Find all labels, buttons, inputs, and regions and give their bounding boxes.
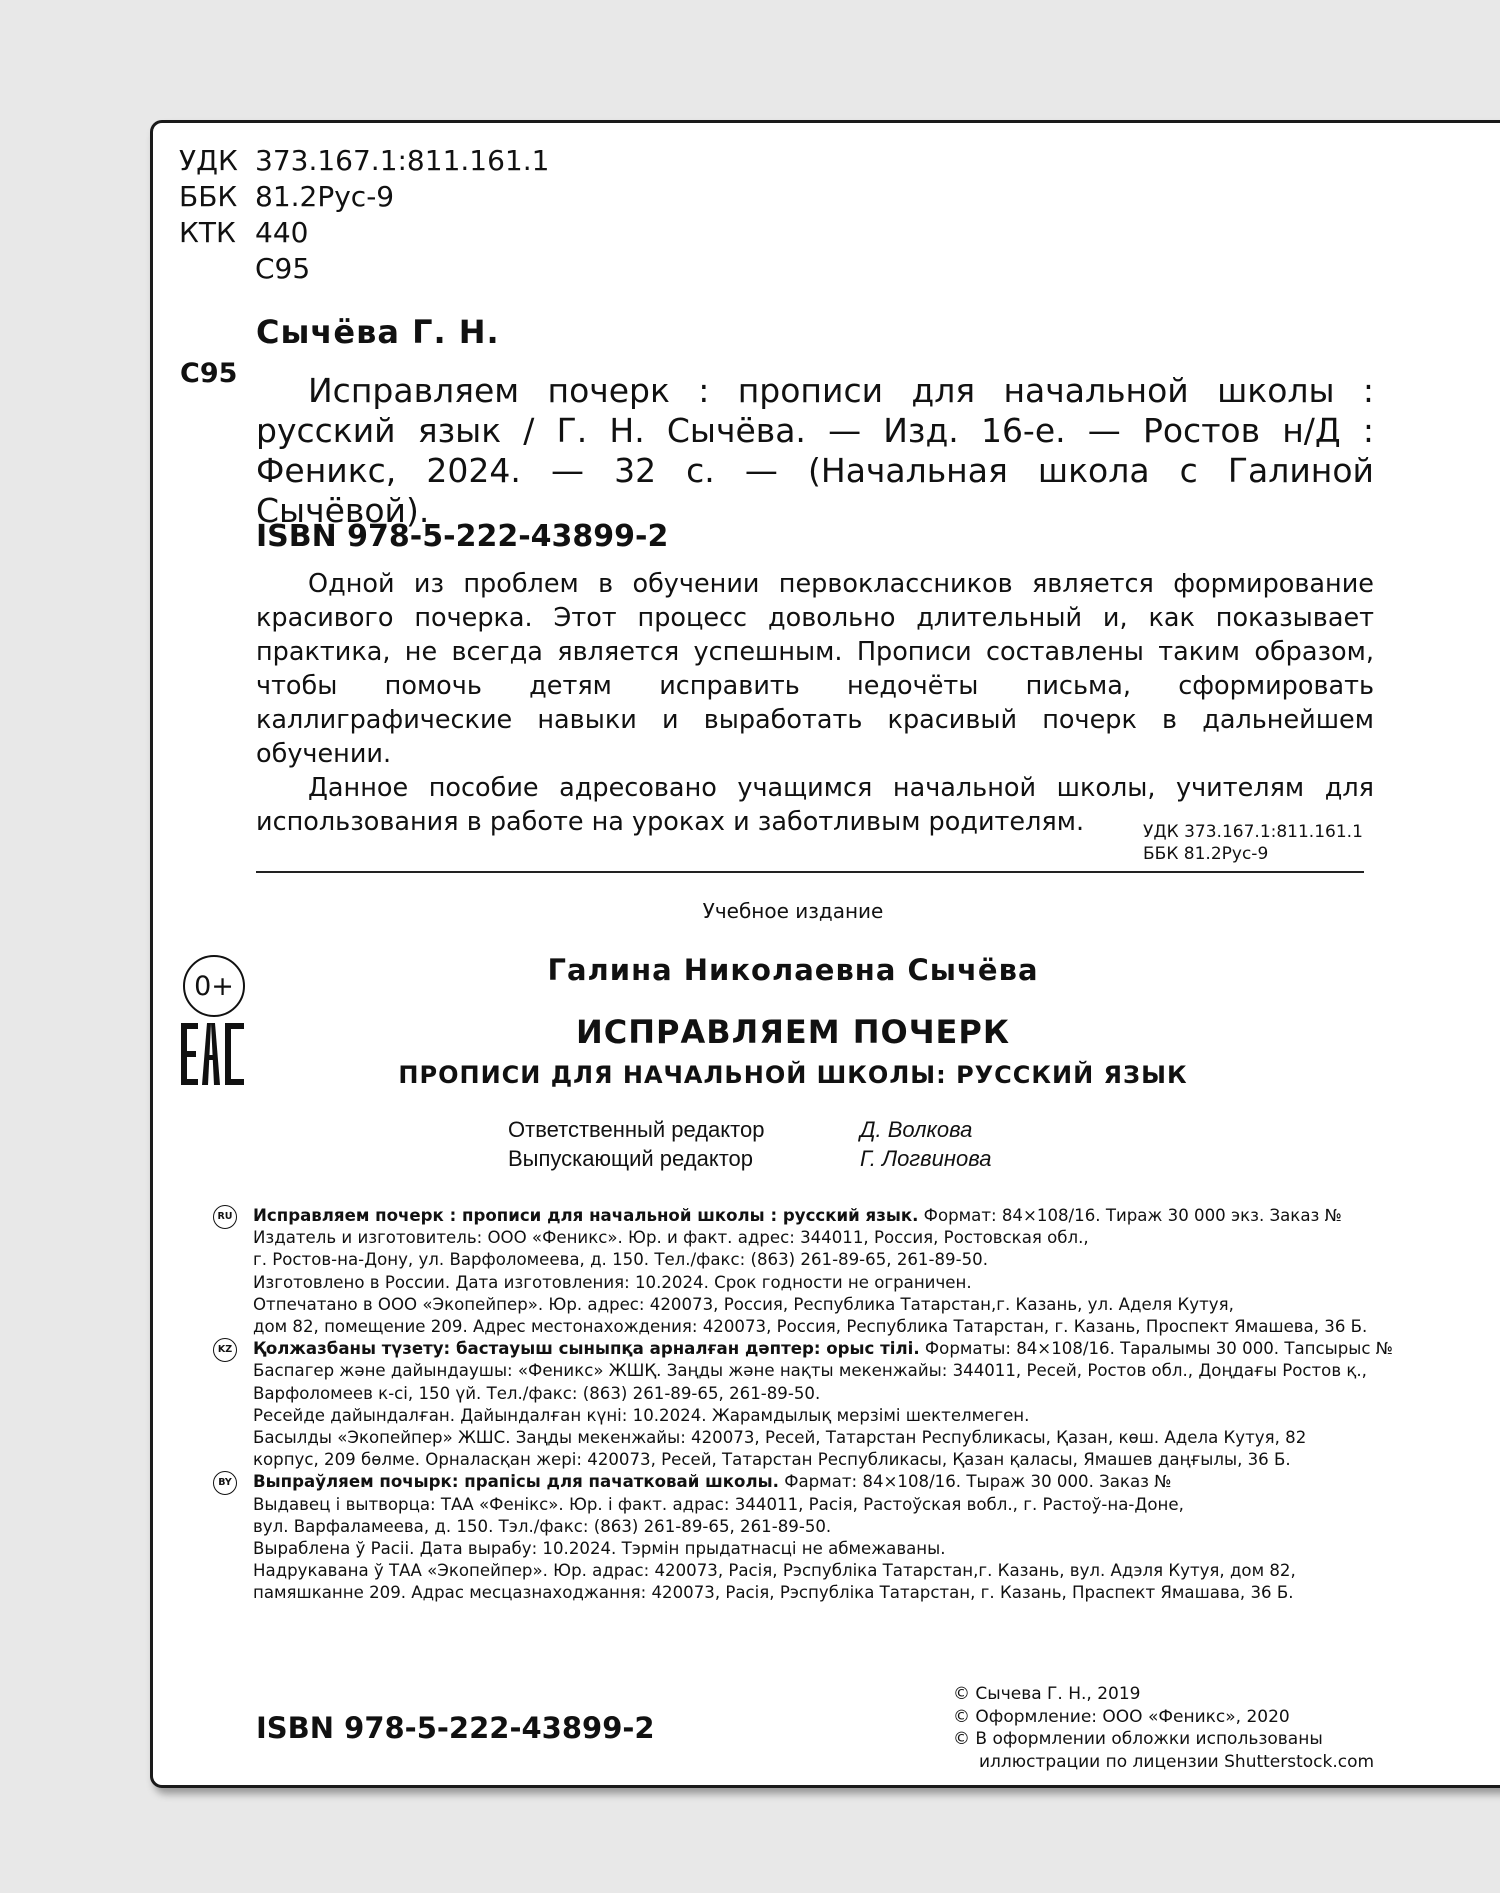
credit-row (508, 1115, 991, 1144)
isbn-top: ISBN 978-5-222-43899-2 (256, 519, 669, 554)
small-classification-codes (1143, 821, 1363, 865)
author-sign-bold: С95 (180, 358, 238, 389)
copyright-line: © Сычева Г. Н., 2019 (953, 1684, 1141, 1704)
imprint-section (213, 1205, 1413, 1605)
imprint-line: Басылды «Экопейпер» ЖШС. Заңды мекенжайы: 420073, Ресей, Татарстан Республикасы, Қазан, көш. Адела Кутуя, 82 (253, 1428, 1307, 1448)
imprint-line: Варфоломеев к-сі, 150 үй. Тел./факс: (863) 261-89-65, 261-89-50. (253, 1383, 821, 1403)
imprint-kz-title: Қолжазбаны түзету: бастауыш сыныпқа арналған дәптер: орыс тілі. (253, 1339, 920, 1359)
imprint-line: Выраблена ў Расіі. Дата вырабу: 10.2024. Тэрмін прыдатнасці не абмежаваны. (253, 1539, 946, 1559)
udk-value: 373.167.1:811.161.1 (255, 144, 550, 177)
ktk-label: КТК (179, 216, 236, 249)
bbk-value: 81.2Рус-9 (255, 180, 395, 213)
classification-codes (179, 143, 549, 287)
imprint-line: г. Ростов-на-Дону, ул. Варфоломеева, д. 150. Тел./факс: (863) 261-89-65, 261-89-50. (253, 1250, 988, 1270)
credit-role: Ответственный редактор (508, 1117, 765, 1142)
imprint-kz-format: Форматы: 84×108/16. Таралымы 30 000. Тапсырыс № (919, 1339, 1394, 1359)
credit-person: Г. Логвинова (860, 1146, 992, 1171)
age-rating-badge: 0+ (183, 955, 245, 1017)
author-full-name: Галина Николаевна Сычёва (547, 953, 1039, 987)
by-badge-icon: BY (213, 1471, 237, 1495)
bibliographic-entry: Исправляем почерк : прописи для начальной школы : русский язык / Г. Н. Сычёва. — Изд. 16-е. — Ростов н/Д : Феникс, 2024. — 32 с. — (Начальная школа с Галиной Сычёвой). (256, 371, 1374, 530)
imprint-by-title: Выпраўляем почырк: прапісы для пачатковай школы. (253, 1472, 779, 1492)
imprint-line: дом 82, помещение 209. Адрес местонахождения: 420073, Россия, Республика Татарстан, г. Казань, Проспект Ямашева, 36 Б. (253, 1317, 1368, 1337)
imprint-by-lead (253, 1471, 1413, 1493)
udk-label: УДК (179, 144, 238, 177)
imprint-line: корпус, 209 бөлме. Орналасқан жері: 420073, Ресей, Татарстан Республикасы, Қазан қаласы, Ямашев даңғылы, 36 Б. (253, 1450, 1291, 1470)
editor-credits (508, 1115, 991, 1173)
imprint-ru-lead (253, 1205, 1413, 1227)
annotation-paragraph-1: Одной из проблем в обучении первоклассников является формирование красивого почерка. Этот процесс довольно длительный и, как показывает практика, не всегда является успешным. Прописи составлены таким образом, чтобы помочь детям исправить недочёты письма, сформировать каллиграфические навыки и выработать красивый почерк в дальнейшем обучении. (256, 569, 1374, 769)
author-sign: С95 (255, 252, 311, 285)
imprint-by-format: Фармат: 84×108/16. Тыраж 30 000. Заказ № (778, 1472, 1172, 1492)
copyright-line: © Оформление: ООО «Феникс», 2020 (953, 1706, 1290, 1727)
book-title: ИСПРАВЛЯЕМ ПОЧЕРК (575, 1013, 1011, 1051)
imprint-ru (213, 1205, 1413, 1338)
kz-badge-icon: KZ (213, 1338, 237, 1362)
author-heading: Сычёва Г. Н. (256, 313, 500, 351)
imprint-line: Отпечатано в ООО «Экопейпер». Юр. адрес: 420073, Россия, Республика Татарстан,г. Казань, ул. Аделя Кутуя, (253, 1294, 1234, 1314)
copyright-block (953, 1683, 1374, 1773)
imprint-kz (213, 1338, 1413, 1471)
book-page (150, 120, 1500, 1788)
imprint-line: Баспагер және дайындаушы: «Феникс» ЖШҚ. Заңды және нақты мекенжайы: 344011, Ресей, Ростов обл., Доңдағы Ростов қ., (253, 1361, 1367, 1381)
imprint-line: Изготовлено в России. Дата изготовления: 10.2024. Срок годности не ограничен. (253, 1272, 972, 1292)
imprint-line: вул. Варфаламеева, д. 150. Тэл./факс: (863) 261-89-65, 261-89-50. (253, 1516, 832, 1536)
isbn-bottom: ISBN 978-5-222-43899-2 (256, 1711, 655, 1745)
credit-role: Выпускающий редактор (508, 1146, 754, 1171)
ktk-value: 440 (255, 216, 309, 249)
ru-badge-icon: RU (213, 1205, 237, 1229)
imprint-line: Ресейде дайындалған. Дайындалған күні: 10.2024. Жарамдылық мерзімі шектелмеген. (253, 1405, 1030, 1425)
imprint-ru-format: Формат: 84×108/16. Тираж 30 000 экз. Заказ № (918, 1206, 1342, 1225)
copyright-line: © В оформлении обложки использованы (953, 1729, 1323, 1749)
imprint-line: Выдавец і вытворца: ТАА «Фенікс». Юр. і факт. адрас: 344011, Расія, Растоўская вобл., г. Растоў-на-Доне, (253, 1494, 1184, 1514)
annotation-paragraph-2: Данное пособие адресовано учащимся начальной школы, учителям для использования в работе на уроках и заботливым родителям. (256, 773, 1374, 837)
bbk-label: ББК (179, 180, 238, 213)
imprint-line: Надрукавана ў ТАА «Экопейпер». Юр. адрас: 420073, Расія, Рэспубліка Татарстан,г. Казань, вул. Адэля Кутуя, дом 82, (253, 1561, 1296, 1581)
credit-row (508, 1144, 991, 1173)
imprint-by (213, 1471, 1413, 1604)
imprint-line: Издатель и изготовитель: ООО «Феникс». Юр. и факт. адрес: 344011, Россия, Ростовская обл., (253, 1228, 1089, 1248)
imprint-ru-title: Исправляем почерк : прописи для начальной школы : русский язык. (253, 1206, 919, 1225)
annotation (256, 567, 1374, 839)
copyright-line: иллюстрации по лицензии Shutterstock.com (979, 1751, 1375, 1772)
imprint-line: памяшканне 209. Адрас месцазнаходжання: 420073, Расія, Рэспубліка Татарстан, г. Казань, Праспект Ямашава, 36 Б. (253, 1583, 1294, 1603)
divider (256, 871, 1364, 873)
book-subtitle: ПРОПИСИ ДЛЯ НАЧАЛЬНОЙ ШКОЛЫ: РУССКИЙ ЯЗЫК (398, 1061, 1188, 1089)
edition-type: Учебное издание (702, 899, 884, 923)
small-udk: УДК 373.167.1:811.161.1 (1143, 822, 1363, 842)
small-bbk: ББК 81.2Рус-9 (1143, 844, 1269, 864)
imprint-kz-lead (253, 1338, 1413, 1360)
credit-person: Д. Волкова (860, 1117, 973, 1142)
